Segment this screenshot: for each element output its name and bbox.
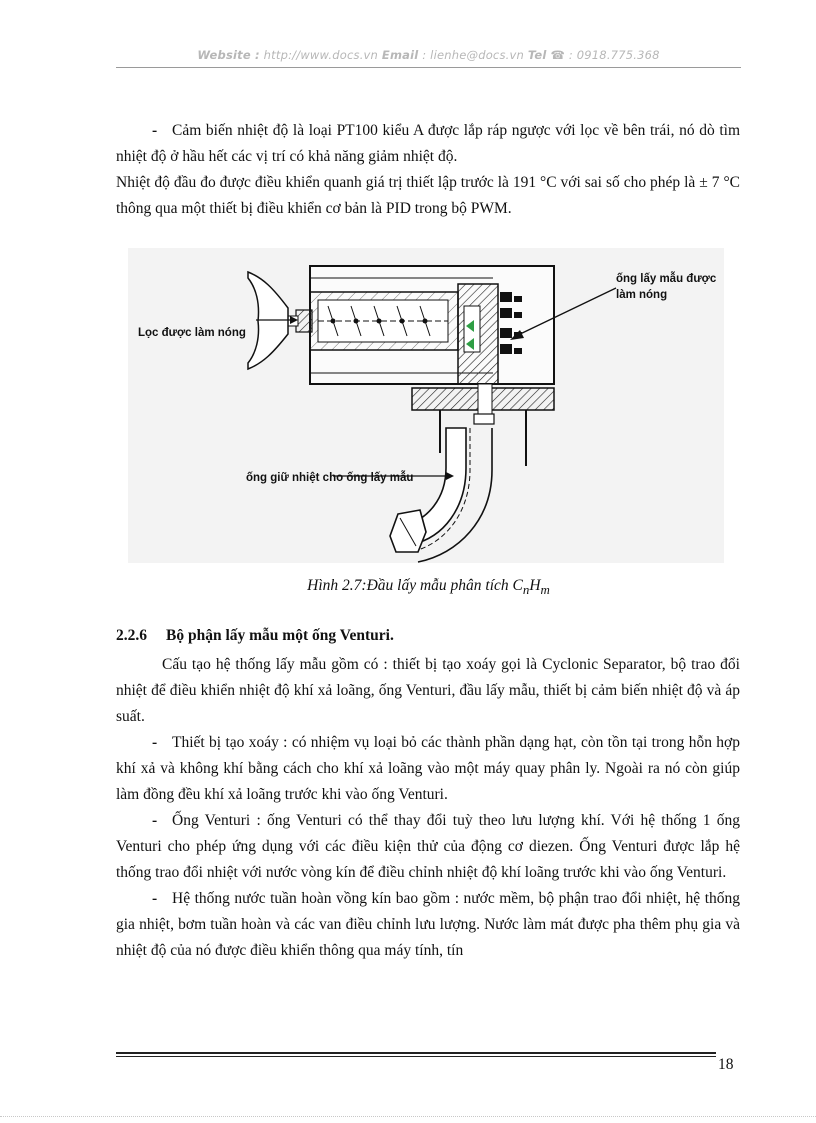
label-tube-holder: ống giữ nhiệt cho ống lấy mẫu — [246, 472, 414, 484]
label-heated-tube-line1: ống lấy mẫu được — [616, 273, 717, 285]
footer-divider-thin — [116, 1056, 716, 1057]
page-number: 18 — [718, 1056, 734, 1073]
intro-block — [116, 118, 740, 222]
bullet-dash: - — [152, 734, 158, 751]
website-url[interactable]: http://www.docs.vn — [259, 48, 382, 62]
body-bullet-cyclone: - Thiết bị tạo xoáy : có nhiệm vụ loại bỏ các thành phần dạng hạt, còn tồn tại trong hỗn hợp khí xả và không khí bằng cách cho khí xả loãng vào một máy quay phân ly. Ngoài ra nó còn giúp làm đồng đều khí xả loãng trước khi vào ống Venturi. — [116, 730, 740, 808]
bullet-dash: - — [152, 890, 158, 907]
section-number: 2.2.6 — [116, 627, 147, 644]
tel-label: Tel — [527, 48, 547, 62]
section-heading — [116, 627, 394, 645]
page-header — [116, 48, 741, 62]
body-bullet-water: - Hệ thống nước tuần hoàn vồng kín bao gồm : nước mềm, bộ phận trao đổi nhiệt, hệ thống gia nhiệt, bơm tuần hoàn và các van điều chỉnh lưu lượng. Nước làm mát được pha thêm phụ gia và nhiệt độ của nó được điều khiển thông qua máy tính, tín — [116, 886, 740, 964]
bullet-dash: - — [152, 812, 158, 829]
label-heated-tube-line2: làm nóng — [616, 289, 668, 301]
footer-divider-thick — [116, 1052, 716, 1054]
website-label: Website : — [197, 48, 260, 62]
intro-paragraph: Nhiệt độ đầu đo được điều khiển quanh giá trị thiết lập trước là 191 °C với sai số cho phép là ± 7 °C thông qua một thiết bị điều khiển cơ bản là PID trong bộ PWM. — [116, 174, 740, 217]
label-heated-filter: Lọc được làm nóng — [138, 327, 246, 339]
section-title: Bộ phận lấy mẫu một ống Venturi. — [166, 627, 394, 644]
phone-icon: ☎ — [550, 48, 565, 62]
header-divider — [116, 67, 741, 68]
page-bottom-border — [0, 1116, 816, 1117]
body-bullet-venturi: - Ống Venturi : ống Venturi có thể thay đổi tuỳ theo lưu lượng khí. Với hệ thống 1 ống Venturi cho phép ứng dụng với các điều kiện thử của động cơ diezen. Ống Venturi được lắp hệ thống trao đổi nhiệt với nước vòng kín để điều chỉnh nhiệt độ khí loãng trước khi vào ống Venturi. — [116, 808, 740, 886]
figure-caption: Hình 2.7:Đầu lấy mẫu phân tích $C_nH_m$ — [307, 577, 550, 598]
email-label: Email — [381, 48, 419, 62]
intro-bullet: - Cảm biến nhiệt độ là loại PT100 kiểu A được lắp ráp ngược với lọc về bên trái, nó dò tìm nhiệt độ ở hầu hết các vị trí có khả năng giảm nhiệt độ. — [116, 118, 740, 170]
body-paragraph: Cấu tạo hệ thống lấy mẫu gồm có : thiết bị tạo xoáy gọi là Cyclonic Separator, bộ trao đổi nhiệt để điều khiển nhiệt độ khí xả loãng, ống Venturi, đầu lấy mẫu, thiết bị cảm biến nhiệt độ và áp suất. — [116, 656, 740, 725]
body-block — [116, 652, 740, 964]
sampling-probe-figure — [128, 248, 724, 563]
email-value[interactable]: : lienhe@docs.vn — [418, 48, 528, 62]
tel-value: : 0918.775.368 — [564, 48, 660, 62]
bullet-dash: - — [152, 122, 158, 139]
